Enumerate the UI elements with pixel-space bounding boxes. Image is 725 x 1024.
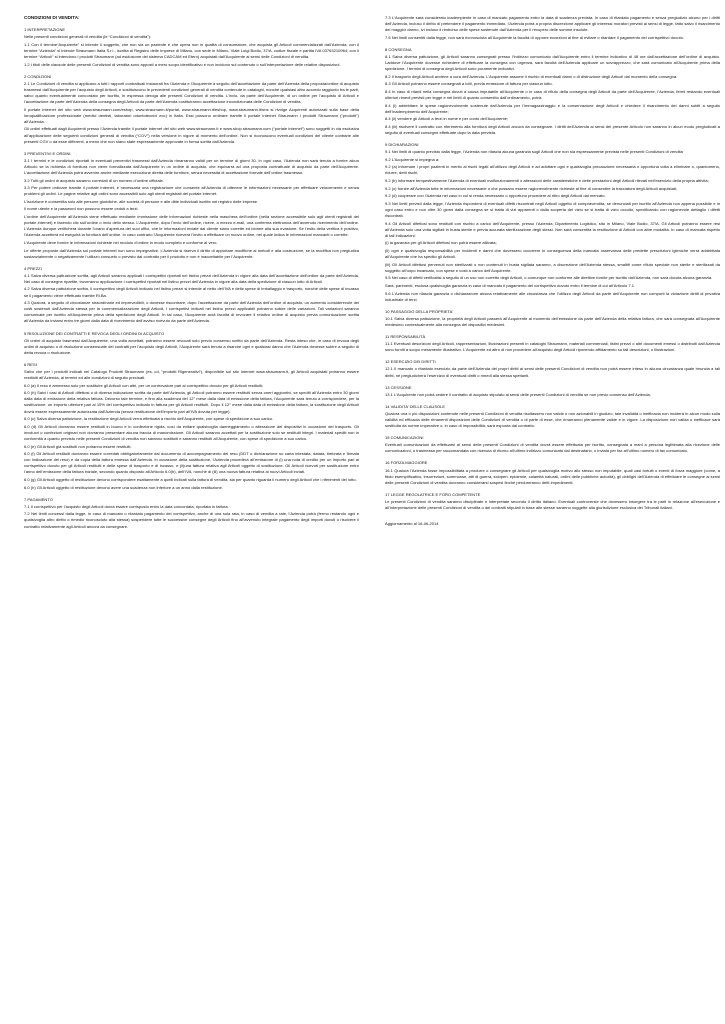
clause-paragraph: 7.2 Nei limiti concessi dalla legge, in caso di mancato o ritardato pagamento del corrispettivo, anche di una sola rata, in caso di vendita a rate, l’Azienda potrà (fermo restando ogni e qualsivoglia altro diritto o rimedio riconosciuto alla stessa) sospendere tutte le successive consegne degli Articoli fino all’avvenuto integrale pagamento degli importi dovuti o risolvere il contratto relativamente agli Articoli ancora da consegnare. xyxy=(24,511,359,529)
section-heading: 5 RISOLUZIONE DEI CONTRATTI E REVOCA DEGLI ORDINI DI ACQUISTO xyxy=(24,330,165,336)
clause-paragraph: Il nome utente e la password non possono essere ceduti a terzi. xyxy=(24,206,139,212)
clause-paragraph: 6.0 (f) Gli Articoli restituiti dovranno essere corredati obbligatoriamente dal documento di accompagnamento del reso (DDT o dichiarazione su carta intestata, datata, timbrata e firmata con indicazione del reso) e da copia della fattura emessa dall’Azienda. In occasione della sostituzione, l’Azienda procederà all’emissione di (i) una nota di credito per un importo pari al corrispettivo dovuto per gli Articoli restituiti e delle spese di trasporto e di incasso, e (ii)una fattura relativa agli Articoli oggetto di sostituzione. Gli Articoli ricevuti per sostituzione entro l’anno dell’emissione della fattura iniziale, secondo quanto disposto all’Articolo 6.0(b), dell’IVA, nonché di (iii) una nuova fattura relativa ai nuovi Articoli inviati. xyxy=(24,451,359,475)
section-heading: 1 INTERPRETAZIONE xyxy=(24,27,66,33)
clause-section xyxy=(385,47,720,136)
section-heading: 9 DICHIARAZIONI xyxy=(385,142,419,148)
clause-section xyxy=(385,385,720,398)
clause-paragraph: 3.2 Tutti gli ordini di acquisto saranno corredati di un numero d’ordine ufficiale. xyxy=(24,177,164,183)
clause-paragraph: 1.2 I titoli delle clausole delle presenti Condizioni di vendita sono apposti a mero scopo identificativo e non incidono sul contenuto o sull’interpretazione delle relative disposizioni. xyxy=(24,61,341,67)
clause-paragraph: 7.3 L’Acquirente sarà considerato inadempiente in caso di mancato pagamento entro la data di scadenza prevista. In caso di ritardato pagamento e senza pregiudizio alcuno per i diritti dell’Azienda, incluso il diritto di pretendere il pagamento immediato, l’Azienda potrà a propria discrezione applicare gli interessi moratori previsti ai sensi di legge, fatto salvo il risarcimento del maggior danno, ivi incluso il rimborso delle spese sostenute dall’Azienda per il recupero delle somme insolute. xyxy=(385,15,720,33)
clause-paragraph: 3.1 I termini e le condizioni riportati in eventuali preventivi trasmessi dall’Azienda rimarranno validi per un termine di giorni 30. In ogni caso, l’Azienda non sarà tenuta a fornire alcun Articolo se la richiesta di fornitura non viene formalizzata dall’Acquirente in un ordine di acquisto, che equivarrà ad una proposta contrattuale di acquisto da parte dell’Acquirente. L’accettazione dell’Azienda potrà avvenire anche mediante esecuzione diretta delle forniture, senza necessità di accettazione formale dell’ordine trasmesso. xyxy=(24,157,359,175)
clause-paragraph: Le offerte proposte dall’Azienda sul portale internet non sono impegnative. L’Azienda si riserva il diritto di apportare modifiche ai metodi e alla costruzione, se la modifica non pregiudica sostanzialmente o negativamente l’utilizzo consueto o previsto dal contratto per il prodotto e non è inaccettabile per l’Acquirente. xyxy=(24,247,359,259)
clause-paragraph: Gli ordini effettuati dagli Acquirenti presso l’Azienda tramite il portale internet del sito web www.straumann.it e www.shop.straumann.com (“portale internet”) sono soggetti in via esclusiva all’applicazione delle seguenti condizioni generali di vendita (“CGV”) nella versione in vigore al momento dell’ordine. Non si riconoscono eventuali condizioni del cliente contrarie alle presenti CGV o da esse differenti, a meno che non siano state espressamente approvate in forma scritta dall’Azienda. xyxy=(24,126,359,144)
clause-paragraph: (iii) Gli Articoli difettosi pervenuti non sterilizzati o non contenuti in busta sigillata saranno, a discrezione dell’Azienda stessa, smaltiti come rifiuto speciale non sterile e sterilizzati da soggetto all’uopo incaricato, con spese e costi a carico dell’Acquirente. xyxy=(385,261,720,273)
section-heading: 8 CONSEGNA xyxy=(385,46,412,52)
clause-paragraph: L’iscrizione è consentita solo alle persone giuridiche, alle società di persone e alle ditte individuali iscritte nel registro delle imprese. xyxy=(24,198,259,204)
section-heading: 6 RESI xyxy=(24,361,37,367)
section-heading: 16 FORZA MAGGIORE xyxy=(385,460,428,466)
clause-section xyxy=(385,460,720,485)
clause-paragraph: (i) la garanzia per gli Articoli difettosi non potrà essere attivata; xyxy=(385,240,497,246)
clause-section xyxy=(24,74,359,145)
clause-paragraph: 13.1 L’Acquirente non potrà cedere il contratto di acquisto stipulato ai sensi delle presenti Condizioni di vendita se non previo consenso dell’Azienda. xyxy=(385,391,651,397)
clause-paragraph: 6.0 (h) Gli Articoli oggetto di restituzione devono avere una scadenza non inferiore a un anno dalla restituzione. xyxy=(24,484,223,490)
clause-section xyxy=(385,435,720,454)
clause-section xyxy=(385,309,720,328)
clause-paragraph: 9.2 (b) informare tempestivamente l’Azienda di eventuali malfunzionamenti o alterazioni delle caratteristiche e delle prestazioni degli Articoli rilevati nell’esercizio della propria attività; xyxy=(385,178,709,184)
clause-section xyxy=(385,15,720,41)
clause-paragraph: 6.0 (b) Salvi i casi di Articoli difettosi o di diversa indicazione scritta da parte dell’Azienda, gli Articoli potranno essere restituiti senza oneri aggiuntivi, se spediti all’Azienda entro 30 giorni dalla data di emissione della relativa fattura. Decorso tale termine, e fino alla scadenza del 12° mese dalla data di emissione della fattura, l’Acquirente sarà tenuto a corrispondere, per la sostituzione, un importo ulteriore pari al 15% del corrispettivo indicato in fattura per gli Articoli restituiti. Dopo il 12° mese dalla data di emissione della fattura, la sostituzione degli Articoli dovrà essere espressamente autorizzata dall’Azienda (senza restituzione dell’importo pari all’IVA dovuta per legge). xyxy=(24,390,359,414)
clause-paragraph: 9.2 (c) fornire all’Azienda tutte le informazioni necessarie o che possano essere ragionevolmente richieste al fine di consentire la tracciatura degli Articoli acquistati; xyxy=(385,185,677,191)
document-title: CONDIZIONI DI VENDITA: xyxy=(24,15,80,20)
clause-paragraph: 8.3 Gli Articoli potranno essere consegnati a lotti, previa emissione di fattura per ciascun lotto. xyxy=(385,81,553,87)
section-heading: 11 RESPONSABILITÀ xyxy=(385,334,426,340)
clause-paragraph: Sarà, parimenti, esclusa qualsivoglia garanzia in caso di mancato il pagamento del corrispettivo dovuto entro il termine di cui all’Articolo 7.1. xyxy=(385,282,636,288)
clause-paragraph: 8.4 (i) addebitare le spese ragionevolmente sostenute dall’Azienda per l’immagazzinaggio e la conservazione degli Articoli e chiedere il risarcimento dei danni subiti a seguito dell’inadempimento dell’Acquirente; xyxy=(385,102,720,114)
clause-paragraph: 7.5 Nei limiti consentiti dalla legge, non sarà riconosciuta all’Acquirente la facoltà di opporre eccezioni al fine di evitare o ritardare il pagamento del corrispettivo dovuto. xyxy=(385,34,684,40)
clause-paragraph: 6.0 (d) Gli Articoli dovranno essere restituiti in buono e in confezione rigida, così da evitare qualsivoglia danneggiamento o alterazione dei dispositivi in occasione del trasporto. Gli involucri o confezioni originari non dovranno presentare alcuna traccia di manomissione. Gli Articoli saranno accettati per la sostituzione solo se restituiti integri. I materiali spediti non in conformità a quanto previsto nelle presenti Condizioni di vendita non saranno sostituiti e saranno restituiti all’Acquirente, con spese di spedizione a suo carico. xyxy=(24,423,359,441)
clause-paragraph: 9.2 (a) informare i propri pazienti in merito ai rischi legati all’utilizzo degli Articoli e ad adottare ogni e qualsivoglia precauzione necessaria o opportuna volta a eliminare o, quantomeno, ridurre, detti rischi; xyxy=(385,164,720,176)
clause-section xyxy=(385,142,720,303)
section-heading: 7 PAGAMENTO xyxy=(24,496,53,502)
clause-paragraph: Le presenti Condizioni di vendita saranno disciplinate e interpretate secondo il diritto italiano. Eventuali controversie che dovessero insorgere tra le parti in relazione all’esecuzione e all’interpretazione delle presenti Condizioni di vendita o dei contratti stipulati in base alle stesse saranno soggette alla giurisdizione esclusiva dei Tribunali italiani. xyxy=(385,498,720,510)
clause-paragraph: 16.1 Qualora l’Azienda fosse impossibilitata a produrre o consegnare gli Articoli per qualsivoglia motivo allo stesso non imputabile, quali casi fortuiti o eventi di forza maggiore (come, a titolo esemplificativo, insurrezioni, sommosse, atti di guerra, scioperi, epidemie, calamità naturali, ordini delle pubbliche autorità), gli obblighi dell’Azienda di effettuare le consegne ai sensi delle presenti Condizioni di vendita dovranno considerarsi sospesi finché perdureranno detti impedimenti. xyxy=(385,467,720,485)
clause-paragraph: 8.1 Salva diversa pattuizione, gli Articoli saranno consegnati presso l’indirizzo comunicato dall’Acquirente entro il termine indicativo di 48 ore dall’accettazione dell’ordine di acquisto. Laddove l’Acquirente dovesse richiedere di effettuare la consegna con urgenza, sarà facoltà dell’Azienda applicare un sovrapprezzo, che sarà comunicato all’Acquirente prima della spedizione. I termini di consegna degli Articoli sono puramente indicativi. xyxy=(385,53,720,72)
clause-section xyxy=(24,331,359,356)
clause-section xyxy=(24,27,359,68)
clause-paragraph: 4.1 Salva diversa pattuizione scritta, agli Articoli saranno applicati i corrispettivi riportati nel listino prezzi dell’Azienda in vigore alla data dell’accettazione dell’ordine da parte dell’Azienda. Nel caso di consegne ripartite, troveranno applicazione i corrispettivi riportati nel listino prezzi dell’Azienda in vigore alla data della spedizione di ciascun lotto di Articoli. xyxy=(24,272,359,284)
clause-paragraph: 8.4 In caso di ritardi nella consegna dovuti a causa imputabile all’Acquirente o in caso di rifiuto della consegna degli Articoli da parte dell’Acquirente, l’Azienda, fermi restando eventuali ulteriori rimedi previsti per legge e nei limiti di quanto consentito dall’ordinamento, potrà: xyxy=(385,88,720,101)
clause-section xyxy=(385,404,720,429)
clause-paragraph: 10.1 Salva diversa pattuizione, la proprietà degli Articoli passerà all’Acquirente al momento dell’emissione da parte dell’Azienda della relativa fattura, che sarà consegnata all’Acquirente medesimo contestualmente alla consegna dei dispositivi medesimi. xyxy=(385,315,720,327)
section-heading: 10 PASSAGGIO DELLA PROPRIETA’ xyxy=(385,308,453,314)
clause-section xyxy=(24,266,359,325)
section-heading: 12 ESERCIZIO DEI DIRITTI xyxy=(385,359,436,365)
right-column xyxy=(385,15,720,1015)
clause-paragraph: 6.0 (g) Gli Articoli oggetto di restituzione devono corrispondere esattamente a quelli indicati sulla fattura di vendita, sia per quanto riguarda il numero degli Articoli che i riferimenti del lotto. xyxy=(24,477,357,482)
left-column xyxy=(24,15,359,1015)
clause-section xyxy=(385,334,720,353)
clause-paragraph: 7.1 Il corrispettivo per l’acquisto degli Articoli dovrà essere corrisposto entro la data concordata, riportata in fattura. xyxy=(24,503,229,509)
clause-paragraph: 8.4 (iii) risolvere il contratto con riferimento alla fornitura degli Articoli ancora da consegnare. I diritti dell’Azienda ai sensi del presente Articolo non saranno in alcun modo pregiudicati a seguito di eventuali consegne effettuate dopo la data prevista. xyxy=(385,123,720,135)
clause-paragraph: 6.0 (c) Salva diversa pattuizione, la restituzione degli Articoli verrà effettuata a rischio dell’Acquirente, con spese di spedizione a suo carico. xyxy=(24,416,274,422)
update-date: Aggiornamento al 16-06-2014 xyxy=(385,521,439,527)
clause-paragraph: 3.3 Per potere ordinare tramite il portale internet, è necessaria una registrazione che consente all’Azienda di ottenere le informazioni necessarie per effettuare velocemente e senza problemi gli ordini. Le pagine relative agli ordini sono accessibili solo agli utenti registrati del portale internet. xyxy=(24,185,359,197)
clause-paragraph: 4.3 Qualora, a seguito di circostanze straordinarie ed imprevedibili, o dovesse riscontrare, dopo l’accettazione da parte dell’Azienda dell’ordine di acquisto, un aumento considerevole dei costi sostenuti dall’Azienda stessa per la commercializzazione degli Articoli, i corrispettivi indicati nel listino prezzi applicabili potranno subire delle variazioni. Tali variazioni saranno comunicate per iscritto all’Acquirente prima della spedizione degli Articoli. In tal caso, l’Acquirente avrà facoltà di revocare il relativo ordine di acquisto previa comunicazione scritta all’Azienda da inviarsi entro tre giorni dalla data di ricevimento dell’avviso ricevuto da parte dell’Azienda. xyxy=(24,300,359,324)
section-heading: 4 PREZZI xyxy=(24,265,42,271)
clause-paragraph: 8.4 (ii) vendere gli Articoli a terzi in nome e per conto dell’Acquirente; xyxy=(385,116,509,122)
clause-paragraph: 9.6 L’Azienda non rilascia garanzia o dichiarazione alcuna relativamente alle circostanza che l’utilizzo degli Articoli da parte dell’Acquirente non comporti la violazione diritti di privativa industriale di terzi. xyxy=(385,290,720,302)
clause-section xyxy=(24,362,359,491)
clause-paragraph: 9.1 Nei limiti di quanto previsto dalla legge, l’Azienda non rilascia alcuna garanzia sugli Articoli che non sia espressamente prevista nelle presenti Condizioni di vendita xyxy=(385,149,683,155)
section-heading: 13 CESSIONE xyxy=(385,384,412,390)
clause-paragraph: Salvo che per i prodotti indicati nel Catalogo Prodotti Straumann (es. cd, “prodotti Rigenerativi”), disponibile sul sito Internet www.straumann.it, gli Articoli acquistati potranno essere restituiti all’Azienda, ai termini ed alle condizioni di seguito precisati. xyxy=(24,369,359,381)
clause-paragraph: 4.2 Salva diversa pattuizione scritta, il corrispettivo degli Articoli indicato nel listino prezzi si intende al netto dell’IVA e delle spese di imballaggio e trasporto, nonché delle spese di incasso se il pagamento viene effettuato tramite Ri.Ba. xyxy=(24,286,359,298)
clause-section xyxy=(385,359,720,378)
clause-paragraph: 1.1 Con il termine“Acquirente” si intende il soggetto, che non sia un paziente e che opera non in qualità di consumatore, che acquista gli Articoli commercializzati dall’Azienda; con il termine “Azienda” si intende Straumann Italia S.r.l., iscritta al Registro delle Imprese di Milano, con sede in Milano, Viale Luigi Bodio, 37/A, codice fiscale e partita IVA 03763210964; con il termine “Articoli” si intendono i prodotti Straumann (ad esclusione del sistema CADCAM ed Etero) acquistati dall’Acquirente ai sensi delle Condizioni di vendita. xyxy=(24,41,359,59)
clause-section xyxy=(24,151,359,260)
clause-section xyxy=(24,497,359,530)
clause-paragraph: 9.2 L’Acquirente si impegna a: xyxy=(385,156,440,162)
clause-paragraph: L’Acquirente deve fornire le informazioni richieste nel modulo d’ordine in modo completo e conforme al vero. xyxy=(24,239,218,245)
clause-paragraph: Nelle presenti condizioni generali di vendita (le “Condizioni di vendita”): xyxy=(24,34,152,40)
clause-paragraph: 9.2 (d) cooperare con l’Azienda nel caso in cui si renda necessario o opportuno procedere al ritiro degli Articoli dal mercato. xyxy=(385,193,606,199)
section-heading: 2 CONDIZIONI xyxy=(24,73,52,79)
clause-paragraph: 9.4 Gli Articoli difettosi sono restituiti con rischio a carico dell’Acquirente, presso l’Azienda, Dipartimento Logistico, sito in Milano, Viale Bodio, 37/A. Gli Articoli potranno essere resi all’Azienda solo una volta sigillati in busta sterile e previa accurata sterilizzazione degli stessi. Non sarà consentita la restituzione di Articoli con altre modalità. In caso di mancata rispetto di tali indicazioni: xyxy=(385,220,720,238)
clause-paragraph: 9.3 Nei limiti previsti dalla legge, l’Azienda risponderà di eventuali difetti riscontrati negli Articoli oggetto di compravendita, se denunciati per iscritto all’Azienda non appena possibile e in ogni caso entro e non oltre 30 giorni dalla consegna se si tratta di vizi apparenti o dalla scoperta del vizio se si tratta di vizio occulto, specificando con ragionevole dettaglio i difetti riscontrati. xyxy=(385,200,720,219)
clause-paragraph: 8.2 Il trasporto degli Articoli avviene a cura dell’Azienda. L’Acquirente assume il rischio di eventuali danni o di distruzione degli Articoli dal momento della consegna. xyxy=(385,73,678,79)
clause-paragraph: Qualora una o più disposizioni contenute nelle presenti Condizioni di vendita risultassero non valide o non azionabili in giudizio, tale invalidità o inefficacia non inciderà in alcun modo sulla validità ed efficacia delle rimanenti disposizioni delle Condizioni di vendita o di parte di esse, che rimarranno pienamente valide e in vigore. La disposizione non valida o inefficace sarà sostituita da norme imperative o, in caso di impossibilità, sarà espunta dal contratto. xyxy=(385,410,720,429)
section-heading: 17 LEGGE REGOLATRICE E FORO COMPETENTE xyxy=(385,491,481,497)
clause-paragraph: 6.0 (a) Il reso è ammesso solo per sostituire gli Articoli con altri, per un controvalore pari al corrispettivo dovuto per gli Articoli restituiti; xyxy=(24,382,264,388)
clause-paragraph: Eventuali comunicazioni da effettuarsi ai sensi delle presenti Condizioni di vendita dovrà essere effettuata per iscritto, consegnata a mani a persona legittimata alla ricezione delle comunicazioni, o trasmessa per raccomandata con ricevuta di ritorno all’ultimo indirizzo comunicato dal destinatario, o inviata per fax all’ultimo numero di fax comunicato. xyxy=(385,442,720,454)
clause-paragraph: 9.5 Nel caso di difetti verificatisi a seguito di un uso non corretto degli Articoli, o comunque non conforme alle direttive fornite per iscritto dall’Azienda, non sarà dovuta alcuna garanzia. xyxy=(385,275,713,281)
clause-paragraph: 6.0 (e) Gli Articoli già sostituiti non potranno essere restituiti. xyxy=(24,443,132,449)
clause-paragraph: 2.1 Le Condizioni di vendita si applicano a tutti i rapporti contrattuali instaurati fra l’Azienda e l’Acquirente a seguito dell’accettazione da parte dell’Azienda della proposta/ordine di acquisto trasmessi dall’Acquirente per l’acquisto degli Articoli, e sostituiscono le precedenti condizioni generali di vendita contenute in cataloghi, nonché qualsiasi altro accordo raggiunto fra le parti, salvo quanto eventualmente concordato per iscritto, in espressa deroga alle presenti Condizioni di vendita. L’invio, da parte dell’Acquirente, di un ordine per l’acquisto di Articoli e l’accettazione da parte dell’Azienda della consegna degli Articoli da parte dell’Azienda costituiranno accettazione incondizionata delle Condizioni di vendita. xyxy=(24,80,359,105)
clause-paragraph: Gli ordini di acquisto trasmessi dall’Acquirente, una volta accettati, potranno essere revocati solo previo consenso scritto da parte dell’Azienda. Resta inteso che, in caso di revoca degli ordini di acquisto o di risoluzione consensuale dei contratti per l’acquisto degli Articoli, l’Acquirente sarà tenuto a risarcire ogni e qualsiasi danno che l’Azienda dovesse subire a seguito di detta revoca o risoluzione. xyxy=(24,337,359,355)
clause-paragraph: (ii) ogni e qualsivoglia responsabilità per incidenti e danni che dovessero occorrere in conseguenza della mancata osservanza delle predette prescrizioni igieniche verrà addebitata all’Acquirente che ha spedito gli Articoli. xyxy=(385,248,720,260)
clause-paragraph: Il portale internet del sito web www.straumann.com/eshop, www.straumann.it/portal, www.straumann.it/eshop, www.straumann.it/sns si rivolge Acquirenti autorizzati sulla base della loroqualificazione professionale (medici dentisti, laboratori odontotecnici ecc) in Italia. Essi possono ordinare tramite il portale internet Straumann i prodotti Straumann (“prodotti”) all’Azienda. xyxy=(24,106,359,124)
section-heading: 15 COMUNICAZIONI xyxy=(385,435,424,441)
clause-paragraph: 11.1 Eventuali descrizioni degli Articoli, rappresentazioni, illustrazioni presenti in cataloghi Straumann, materiali commerciali, listini prezzi o altri documenti emessi o distribuiti dall’Azienda sono forniti a scopo meramente illustrativo. L’Acquirente ed altro di non procedere all’acquisto degli Articoli riponendo affidamento su tali descrizioni, o illustrazioni. xyxy=(385,341,720,353)
section-heading: 14 VALIDITA’ DELLE CLAUSOLE xyxy=(385,403,446,409)
clause-paragraph: L’ordine dell’Acquirente all’Azienda viene effettuato mediante immissione delle informazioni richieste nella maschera dell’ordine (nella sezione accessibile solo agli utenti registrati del portale internet) e facendo clic sull’ordine o invio dello stesso. L’Acquirente, dopo l’invio dell’ordine, riceve, a mezzo e-mail, una conferma elettronica dell’avvenuto ricevimento dell’ordine. L’Azienda dunque verificherà durante l’orario d’apertura dei suoi uffici, che le informazioni inviate dal cliente siano corrette ed idonee alla sua evasione. Se l’esito della verifica è positivo, l’Azienda accetterà ed eseguirà la fornitura dell’ordine. In caso contrario l’Acquirente riceverà l’invito a effettuare un nuovo ordine, nel quale indica le informazioni mancanti o corrette. xyxy=(24,214,359,238)
section-heading: 3 PREVENTIVI E ORDINI xyxy=(24,150,71,156)
clause-section xyxy=(385,492,720,511)
clause-paragraph: 12.1 Il mancato o ritardato esercizio da parte dell’Azienda dei propri diritti ai sensi delle presenti Condizioni di vendita non potrà essere inteso in alcuna circostanza quale rinuncia a tali diritti, né pregiudicherà l’esercizio di eventuali diritti o rimedi alla stessa spettanti. xyxy=(385,366,720,378)
